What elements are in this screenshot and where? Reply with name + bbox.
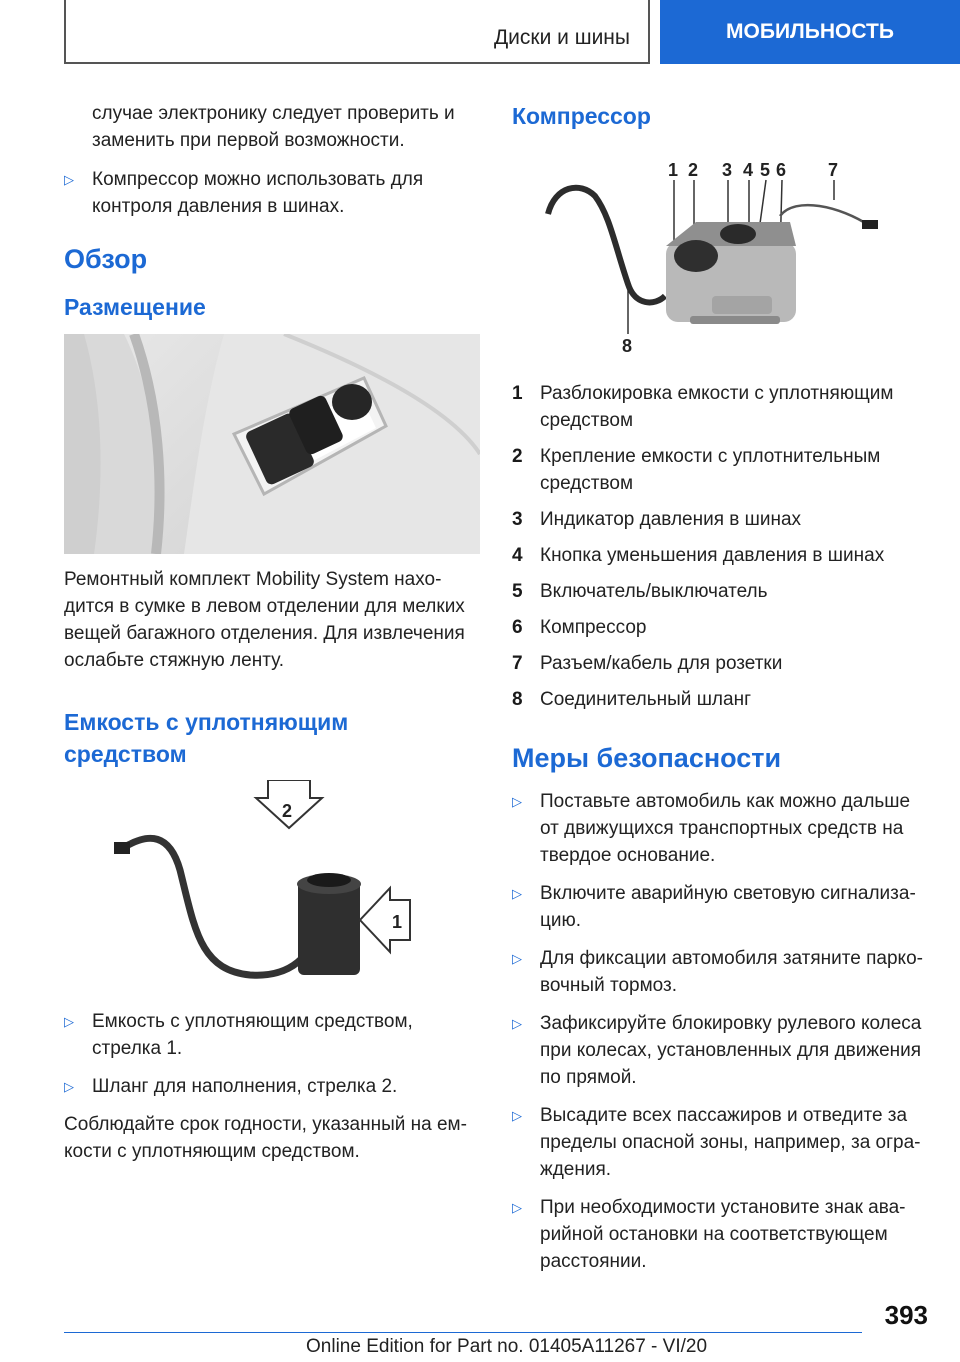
part-description: Разблокировка емкости с уплотняющим средством [540, 383, 894, 431]
bullet-text: При необходимости установите знак ава-рийной остановки на соответствующем расстоянии. [540, 1197, 906, 1272]
bullet-item [512, 880, 932, 934]
bullet-item [512, 1102, 932, 1183]
part-description: Индикатор давления в шинах [540, 509, 802, 530]
footer-divider [64, 1332, 862, 1333]
part-number: 8 [512, 689, 523, 710]
bullet-text: Зафиксируйте блокировку рулевого колеса при колесах, установленных для движения по прямой. [540, 1013, 922, 1088]
part-number: 6 [512, 617, 523, 638]
part-description: Компрессор [540, 617, 647, 638]
bullet-text: Компрессор можно использовать для контроля давления в шинах. [92, 169, 424, 217]
expiry-note: Соблюдайте срок годности, указанный на ем-кости с уплотняющим средством. [64, 1114, 467, 1162]
bullet-triangle-icon: ▷ [512, 886, 522, 901]
header-section-title: Диски и шины [493, 26, 630, 49]
part-description: Кнопка уменьшения давления в шинах [540, 545, 885, 566]
bullet-item [64, 1008, 484, 1062]
page-number: 393 [884, 1300, 928, 1330]
parts-list-item [512, 686, 932, 713]
left-column-bottom [64, 1008, 484, 1165]
figure-callout-5: 5 [760, 160, 771, 180]
parts-list-item [512, 614, 932, 641]
header-box [64, 0, 650, 64]
bullet-text: Включите аварийную световую сигнализа-цию. [540, 883, 916, 931]
bullet-triangle-icon: ▷ [512, 1108, 522, 1123]
figure-callout-4: 4 [743, 160, 754, 180]
heading-overview: Обзор [64, 244, 148, 274]
compressor-figure [540, 156, 880, 356]
figure-label-arrow-1: 1 [392, 912, 403, 932]
figure-label-arrow-2: 2 [282, 801, 293, 821]
right-column [512, 100, 932, 132]
bullet-item [64, 1073, 484, 1100]
heading-safety: Меры безопасности [512, 743, 782, 773]
bullet-item [512, 788, 932, 869]
bullet-triangle-icon: ▷ [512, 1016, 522, 1031]
bullet-triangle-icon: ▷ [64, 1079, 74, 1094]
parts-list-item [512, 443, 932, 497]
bullet-item [512, 1194, 932, 1275]
heading-sealant-container: Емкость с уплотняющим средством [64, 709, 349, 767]
bullet-item [64, 166, 484, 220]
part-number: 3 [512, 509, 523, 530]
bullet-triangle-icon: ▷ [512, 794, 522, 809]
left-column-lower [64, 566, 484, 770]
bullet-item [512, 1010, 932, 1091]
figure-callout-7: 7 [828, 160, 839, 180]
left-column [64, 100, 484, 323]
placement-paragraph: Ремонтный комплект Mobility System нахо-дится в сумке в левом отделении для мелких вещей багажного отделения. Для извлечения ослабьте стяжную ленту. [64, 569, 465, 671]
part-description: Соединительный шланг [540, 689, 752, 710]
bullet-triangle-icon: ▷ [64, 1014, 74, 1029]
parts-list-item [512, 542, 932, 569]
trunk-compartment-photo [64, 334, 480, 554]
sealant-container-figure [110, 780, 430, 990]
bullet-text: Шланг для наполнения, стрелка 2. [92, 1076, 398, 1097]
part-description: Крепление емкости с уплотнительным средством [540, 446, 881, 494]
parts-list-item [512, 578, 932, 605]
part-number: 2 [512, 446, 523, 467]
figure-callout-3: 3 [722, 160, 733, 180]
figure-callout-6: 6 [776, 160, 787, 180]
figure-callout-1: 1 [668, 160, 679, 180]
part-description: Разъем/кабель для розетки [540, 653, 783, 674]
heading-placement: Размещение [64, 294, 206, 320]
bullet-text: Емкость с уплотняющим средством, стрелка 1. [92, 1011, 413, 1059]
continued-paragraph: случае электронику следует проверить и заменить при первой возможности. [92, 103, 455, 151]
part-number: 4 [512, 545, 523, 566]
bullet-triangle-icon: ▷ [512, 1200, 522, 1215]
figure-callout-2: 2 [688, 160, 699, 180]
figure-callout-8: 8 [622, 336, 633, 356]
parts-list [512, 380, 932, 1286]
parts-list-item [512, 650, 932, 677]
bullet-text: Поставьте автомобиль как можно дальше от движущихся транспортных средств на твердое основание. [540, 791, 911, 866]
parts-list-item [512, 506, 932, 533]
bullet-triangle-icon: ▷ [64, 172, 74, 187]
part-number: 5 [512, 581, 523, 602]
heading-compressor: Компрессор [512, 103, 651, 129]
part-description: Включатель/выключатель [540, 581, 768, 602]
bullet-item [512, 945, 932, 999]
bullet-text: Для фиксации автомобиля затяните парко-вочный тормоз. [540, 948, 923, 996]
part-number: 7 [512, 653, 523, 674]
footer-edition: Online Edition for Part no. 01405A11267 - VI/20 [306, 1336, 708, 1357]
part-number: 1 [512, 383, 523, 404]
header-chapter-tab[interactable]: МОБИЛЬНОСТЬ [660, 0, 960, 64]
parts-list-item [512, 380, 932, 434]
bullet-triangle-icon: ▷ [512, 951, 522, 966]
bullet-text: Высадите всех пассажиров и отведите за пределы опасной зоны, например, за огра-ждения. [540, 1105, 921, 1180]
